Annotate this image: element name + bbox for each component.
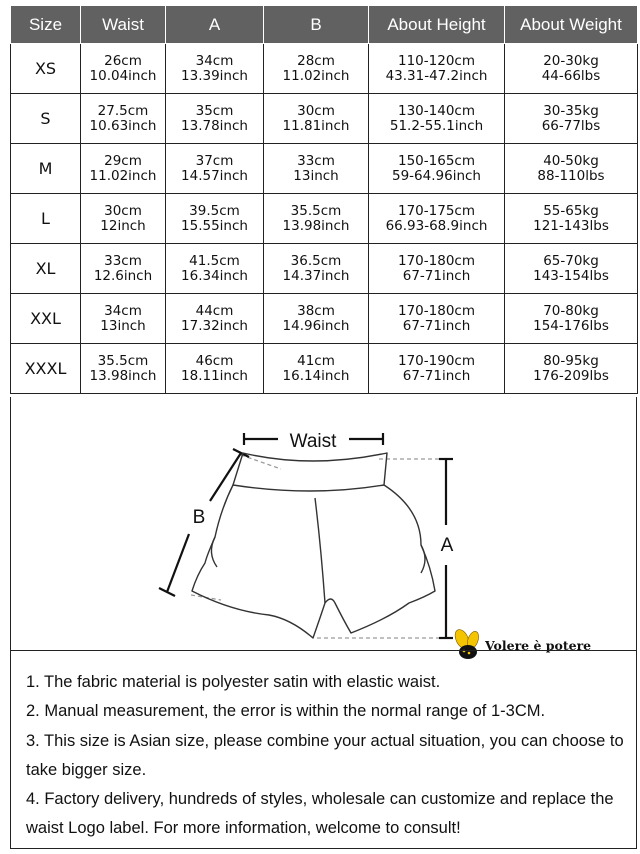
size-cell: S: [11, 94, 81, 144]
size-cell: L: [11, 194, 81, 244]
waist-metric-value: 33cm: [104, 252, 142, 269]
weight-imperial-value: 121-143lbs: [533, 217, 609, 234]
height-cell: [369, 94, 505, 144]
height-cell: [369, 44, 505, 94]
weight-imperial-value: 44-66lbs: [541, 67, 601, 84]
table-row: [11, 94, 638, 144]
b-metric-value: 36.5cm: [290, 252, 342, 269]
weight-cell: [505, 294, 638, 344]
size-cell: XL: [11, 244, 81, 294]
weight-imperial-value: 88-110lbs: [537, 167, 605, 184]
table-row: [11, 294, 638, 344]
height-cell: [369, 294, 505, 344]
waist-dimension-label: Waist: [289, 431, 337, 452]
size-cell: XS: [11, 44, 81, 94]
shorts-diagram: [11, 397, 638, 650]
waist-cell: [81, 44, 166, 94]
weight-metric-value: 30-35kg: [543, 102, 599, 119]
height-cell: [369, 144, 505, 194]
size-cell: XXXL: [11, 344, 81, 394]
weight-metric-value: 65-70kg: [543, 252, 599, 269]
b-cell: [264, 144, 369, 194]
a-cell: [166, 294, 264, 344]
weight-cell: [505, 344, 638, 394]
a-metric-value: 41.5cm: [189, 252, 240, 269]
height-imperial-value: 66.93-68.9inch: [385, 217, 488, 234]
height-metric-value: 170-190cm: [398, 352, 475, 369]
waist-cell: [81, 294, 166, 344]
b-metric-value: 38cm: [297, 302, 335, 319]
header-size: Size: [11, 6, 81, 44]
weight-metric-value: 55-65kg: [543, 202, 599, 219]
waist-metric-value: 30cm: [104, 202, 142, 219]
weight-metric-value: 20-30kg: [543, 52, 599, 69]
waist-imperial-value: 12inch: [100, 217, 146, 234]
height-imperial-value: 67-71inch: [402, 367, 471, 384]
waist-metric-value: 34cm: [104, 302, 142, 319]
weight-metric-value: 70-80kg: [543, 302, 599, 319]
a-cell: [166, 44, 264, 94]
waist-cell: [81, 194, 166, 244]
waist-metric-value: 26cm: [104, 52, 142, 69]
weight-cell: [505, 44, 638, 94]
a-metric-value: 39.5cm: [189, 202, 240, 219]
note-asian-size: 3. This size is Asian size, please combine your actual situation, you can choose to take bigger size.: [26, 731, 624, 779]
height-metric-value: 170-180cm: [398, 302, 475, 319]
shorts-outline-icon: [192, 453, 435, 638]
waist-imperial-value: 11.02inch: [89, 167, 157, 184]
height-metric-value: 170-180cm: [398, 252, 475, 269]
waist-metric-value: 27.5cm: [97, 102, 149, 119]
height-metric-value: 170-175cm: [398, 202, 475, 219]
waist-imperial-value: 12.6inch: [93, 267, 153, 284]
a-imperial-value: 13.39inch: [181, 67, 248, 84]
size-cell: M: [11, 144, 81, 194]
dimension-guide-lines: [191, 455, 445, 638]
waist-imperial-value: 13inch: [100, 317, 146, 334]
a-cell: [166, 94, 264, 144]
height-cell: [369, 244, 505, 294]
note-fabric: 1. The fabric material is polyester satin with elastic waist.: [26, 673, 441, 691]
b-cell: [264, 94, 369, 144]
header-waist: Waist: [81, 6, 166, 44]
a-imperial-value: 15.55inch: [181, 217, 248, 234]
shorts-diagram-panel: [10, 397, 637, 650]
b-metric-value: 30cm: [297, 102, 335, 119]
b-cell: [264, 44, 369, 94]
b-imperial-value: 13.98inch: [282, 217, 350, 234]
b-metric-value: 33cm: [297, 152, 335, 169]
height-cell: [369, 194, 505, 244]
a-imperial-value: 17.32inch: [181, 317, 248, 334]
b-dimension-label: B: [192, 507, 206, 528]
table-row: [11, 44, 638, 94]
a-metric-value: 37cm: [195, 152, 234, 169]
table-row: [11, 244, 638, 294]
weight-imperial-value: 176-209lbs: [533, 367, 609, 384]
height-imperial-value: 67-71inch: [402, 317, 471, 334]
waist-cell: [81, 244, 166, 294]
height-imperial-value: 67-71inch: [402, 267, 471, 284]
a-dimension-label: A: [440, 535, 454, 556]
a-imperial-value: 14.57inch: [181, 167, 248, 184]
b-imperial-value: 11.02inch: [282, 67, 350, 84]
table-row: [11, 194, 638, 244]
a-imperial-value: 18.11inch: [181, 367, 248, 384]
header-about-weight: About Weight: [505, 6, 638, 44]
table-row: [11, 344, 638, 394]
weight-metric-value: 40-50kg: [543, 152, 599, 169]
weight-cell: [505, 144, 638, 194]
header-a: A: [166, 6, 264, 44]
a-cell: [166, 344, 264, 394]
weight-imperial-value: 154-176lbs: [533, 317, 609, 334]
waist-metric-value: 35.5cm: [97, 352, 149, 369]
b-imperial-value: 16.14inch: [282, 367, 350, 384]
waist-cell: [81, 144, 166, 194]
a-metric-value: 34cm: [195, 52, 234, 69]
a-imperial-value: 13.78inch: [181, 117, 248, 134]
b-imperial-value: 11.81inch: [282, 117, 350, 134]
weight-metric-value: 80-95kg: [543, 352, 599, 369]
height-metric-value: 130-140cm: [398, 102, 475, 119]
b-imperial-value: 14.96inch: [282, 317, 350, 334]
height-imperial-value: 59-64.96inch: [392, 167, 481, 184]
table-row: [11, 144, 638, 194]
height-cell: [369, 344, 505, 394]
weight-imperial-value: 143-154lbs: [533, 267, 609, 284]
header-about-height: About Height: [369, 6, 505, 44]
a-cell: [166, 194, 264, 244]
b-cell: [264, 194, 369, 244]
a-metric-value: 35cm: [195, 102, 234, 119]
weight-imperial-value: 66-77lbs: [541, 117, 601, 134]
waist-imperial-value: 13.98inch: [89, 367, 157, 384]
b-cell: [264, 344, 369, 394]
b-metric-value: 35.5cm: [290, 202, 342, 219]
b-imperial-value: 14.37inch: [282, 267, 350, 284]
product-notes-panel: [10, 650, 637, 849]
height-imperial-value: 43.31-47.2inch: [385, 67, 488, 84]
waist-imperial-value: 10.04inch: [89, 67, 157, 84]
height-metric-value: 110-120cm: [398, 52, 475, 69]
height-metric-value: 150-165cm: [398, 152, 475, 169]
a-metric-value: 46cm: [195, 352, 234, 369]
weight-cell: [505, 194, 638, 244]
b-cell: [264, 294, 369, 344]
b-imperial-value: 13inch: [293, 167, 339, 184]
a-metric-value: 44cm: [195, 302, 234, 319]
weight-cell: [505, 244, 638, 294]
b-metric-value: 41cm: [297, 352, 335, 369]
waist-cell: [81, 94, 166, 144]
table-header-row: [11, 6, 638, 44]
size-cell: XXL: [11, 294, 81, 344]
height-imperial-value: 51.2-55.1inch: [389, 117, 484, 134]
waist-imperial-value: 10.63inch: [89, 117, 157, 134]
header-b: B: [264, 6, 369, 44]
waist-cell: [81, 344, 166, 394]
a-cell: [166, 244, 264, 294]
a-cell: [166, 144, 264, 194]
note-factory-delivery: 4. Factory delivery, hundreds of styles, wholesale can customize and replace the waist Logo label. For more information, welcome to consult!: [26, 790, 614, 838]
waist-metric-value: 29cm: [104, 152, 142, 169]
size-chart-table: [10, 5, 638, 394]
b-metric-value: 28cm: [297, 52, 335, 69]
note-measurement-error: 2. Manual measurement, the error is within the normal range of 1-3CM.: [26, 702, 546, 721]
b-cell: [264, 244, 369, 294]
brand-name: Volere è potere: [485, 637, 592, 653]
weight-cell: [505, 94, 638, 144]
a-imperial-value: 16.34inch: [181, 267, 248, 284]
